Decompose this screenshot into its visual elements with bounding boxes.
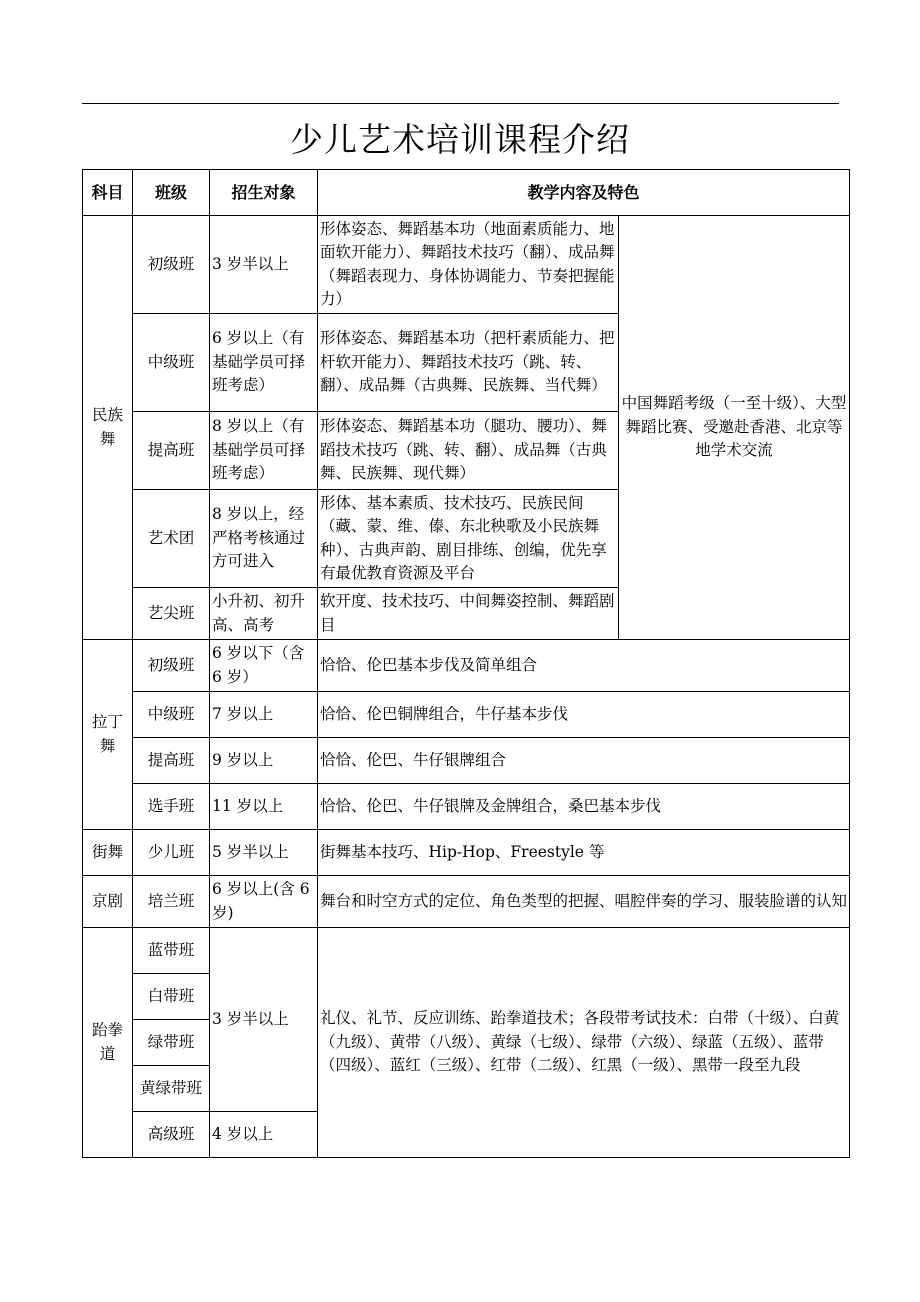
table-row: [83, 738, 850, 784]
features-cell: 中国舞蹈考级（一至十级）、大型舞蹈比赛、受邀赴香港、北京等地学术交流: [619, 216, 850, 640]
content-cell: 形体、基本素质、技术技巧、民族民间（藏、蒙、维、傣、东北秧歌及小民族舞种）、古典声韵、剧目排练、创编，优先享有最优教育资源及平台: [318, 490, 619, 588]
content-cell: 街舞基本技巧、Hip-Hop、Freestyle 等: [318, 830, 850, 876]
subject-cell: 京剧: [83, 876, 133, 928]
content-cell: 软开度、技术技巧、中间舞姿控制、舞蹈剧目: [318, 588, 619, 640]
class-cell: 提高班: [133, 738, 210, 784]
course-table: [82, 169, 850, 1158]
table-row: [83, 928, 850, 974]
target-cell: 6 岁以下（含 6 岁）: [210, 640, 318, 692]
target-cell: 小升初、初升高、高考: [210, 588, 318, 640]
content-cell: 形体姿态、舞蹈基本功（腿功、腰功）、舞蹈技术技巧（跳、转、翻）、成品舞（古典舞、民族舞、现代舞）: [318, 412, 619, 490]
content-cell: 恰恰、伦巴、牛仔银牌组合: [318, 738, 850, 784]
class-cell: 中级班: [133, 692, 210, 738]
table-row: [83, 876, 850, 928]
header-subject: 科目: [83, 170, 133, 216]
subject-cell: 跆拳道: [83, 928, 133, 1158]
class-cell: 培兰班: [133, 876, 210, 928]
table-row: [83, 216, 850, 314]
class-cell: 高级班: [133, 1112, 210, 1158]
class-cell: 黄绿带班: [133, 1066, 210, 1112]
class-cell: 艺术团: [133, 490, 210, 588]
table-header-row: [83, 170, 850, 216]
header-class: 班级: [133, 170, 210, 216]
target-cell: 3 岁半以上: [210, 928, 318, 1112]
target-cell: 8 岁以上，经严格考核通过方可进入: [210, 490, 318, 588]
target-cell: 11 岁以上: [210, 784, 318, 830]
target-cell: 3 岁半以上: [210, 216, 318, 314]
table-row: [83, 784, 850, 830]
target-cell: 5 岁半以上: [210, 830, 318, 876]
content-cell: 恰恰、伦巴、牛仔银牌及金牌组合，桑巴基本步伐: [318, 784, 850, 830]
target-cell: 6 岁以上（有基础学员可择班考虑）: [210, 314, 318, 412]
class-cell: 初级班: [133, 216, 210, 314]
content-cell: 礼仪、礼节、反应训练、跆拳道技术；各段带考试技术：白带（十级）、白黄（九级）、黄带（八级）、黄绿（七级）、绿带（六级）、绿蓝（五级）、蓝带（四级）、蓝红（三级）、红带（二级）、红黑（一级）、黑带一段至九段: [318, 928, 850, 1158]
subject-cell: 民族舞: [83, 216, 133, 640]
header-target: 招生对象: [210, 170, 318, 216]
table-row: [83, 692, 850, 738]
class-cell: 绿带班: [133, 1020, 210, 1066]
content-cell: 恰恰、伦巴铜牌组合，牛仔基本步伐: [318, 692, 850, 738]
target-cell: 9 岁以上: [210, 738, 318, 784]
page-title: 少儿艺术培训课程介绍: [290, 120, 630, 159]
content-cell: 形体姿态、舞蹈基本功（地面素质能力、地面软开能力）、舞蹈技术技巧（翻）、成品舞（舞蹈表现力、身体协调能力、节奏把握能力）: [318, 216, 619, 314]
header-rule: [82, 103, 839, 104]
header-content: 教学内容及特色: [318, 170, 850, 216]
target-cell: 4 岁以上: [210, 1112, 318, 1158]
table-row: [83, 640, 850, 692]
table-row: [83, 830, 850, 876]
class-cell: 中级班: [133, 314, 210, 412]
content-cell: 形体姿态、舞蹈基本功（把杆素质能力、把杆软开能力）、舞蹈技术技巧（跳、转、翻）、成品舞（古典舞、民族舞、当代舞）: [318, 314, 619, 412]
class-cell: 初级班: [133, 640, 210, 692]
class-cell: 白带班: [133, 974, 210, 1020]
class-cell: 蓝带班: [133, 928, 210, 974]
content-cell: 恰恰、伦巴基本步伐及简单组合: [318, 640, 850, 692]
class-cell: 提高班: [133, 412, 210, 490]
target-cell: 7 岁以上: [210, 692, 318, 738]
target-cell: 6 岁以上(含 6 岁): [210, 876, 318, 928]
content-cell: 舞台和时空方式的定位、角色类型的把握、唱腔伴奏的学习、服装脸谱的认知: [318, 876, 850, 928]
target-cell: 8 岁以上（有基础学员可择班考虑）: [210, 412, 318, 490]
class-cell: 少儿班: [133, 830, 210, 876]
class-cell: 艺尖班: [133, 588, 210, 640]
class-cell: 选手班: [133, 784, 210, 830]
subject-cell: 街舞: [83, 830, 133, 876]
subject-cell: 拉丁舞: [83, 640, 133, 830]
